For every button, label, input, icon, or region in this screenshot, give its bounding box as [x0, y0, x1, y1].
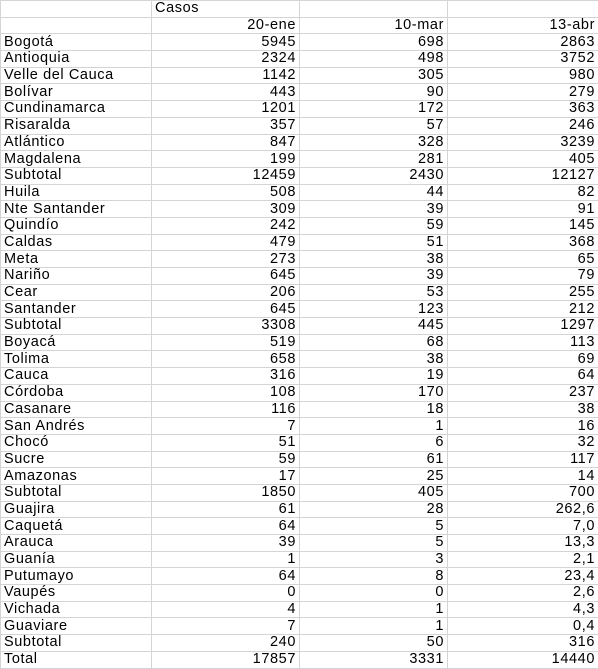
- table-row: [1, 618, 598, 635]
- value-cell[interactable]: 44: [300, 184, 448, 201]
- value-cell[interactable]: 7: [152, 418, 300, 435]
- row-label-cell[interactable]: Antioquia: [1, 51, 152, 68]
- value-cell[interactable]: 14440: [448, 651, 598, 668]
- table-row: [1, 67, 598, 84]
- row-label-cell[interactable]: Nariño: [1, 268, 152, 285]
- value-cell[interactable]: 645: [152, 268, 300, 285]
- value-cell[interactable]: 242: [152, 217, 300, 234]
- row-label-cell[interactable]: Magdalena: [1, 151, 152, 168]
- value-cell[interactable]: 59: [300, 217, 448, 234]
- row-label-cell[interactable]: Vichada: [1, 601, 152, 618]
- value-cell[interactable]: 2,1: [448, 551, 598, 568]
- value-cell[interactable]: 57: [300, 117, 448, 134]
- table-row: [1, 484, 598, 501]
- value-cell[interactable]: 12127: [448, 167, 598, 184]
- value-cell[interactable]: 305: [300, 67, 448, 84]
- empty-header-cell[interactable]: [1, 17, 152, 34]
- table-row: [1, 134, 598, 151]
- value-cell[interactable]: 19: [300, 368, 448, 385]
- row-label-cell[interactable]: Casanare: [1, 401, 152, 418]
- row-label-cell[interactable]: Amazonas: [1, 468, 152, 485]
- row-label-cell[interactable]: Guanía: [1, 551, 152, 568]
- table-row: [1, 501, 598, 518]
- value-cell[interactable]: 13,3: [448, 535, 598, 552]
- value-cell[interactable]: 32: [448, 434, 598, 451]
- value-cell[interactable]: 6: [300, 434, 448, 451]
- value-cell[interactable]: 90: [300, 84, 448, 101]
- row-label-cell[interactable]: Bogotá: [1, 34, 152, 51]
- value-cell[interactable]: 1201: [152, 101, 300, 118]
- value-cell[interactable]: 445: [300, 318, 448, 335]
- table-row: [1, 51, 598, 68]
- table-row: [1, 217, 598, 234]
- value-cell[interactable]: 69: [448, 351, 598, 368]
- row-label-cell[interactable]: Nte Santander: [1, 201, 152, 218]
- value-cell[interactable]: 28: [300, 501, 448, 518]
- value-cell[interactable]: 123: [300, 301, 448, 318]
- value-cell[interactable]: 281: [300, 151, 448, 168]
- value-cell[interactable]: 113: [448, 334, 598, 351]
- row-label-cell[interactable]: Tolima: [1, 351, 152, 368]
- value-cell[interactable]: 1: [300, 418, 448, 435]
- row-label-cell[interactable]: Cauca: [1, 368, 152, 385]
- column-header-cell[interactable]: 20-ene: [152, 17, 300, 34]
- value-cell[interactable]: 5: [300, 535, 448, 552]
- value-cell[interactable]: 3331: [300, 651, 448, 668]
- value-cell[interactable]: 698: [300, 34, 448, 51]
- value-cell[interactable]: 405: [300, 484, 448, 501]
- table-row: [1, 334, 598, 351]
- row-label-cell[interactable]: San Andrés: [1, 418, 152, 435]
- value-cell[interactable]: 23,4: [448, 568, 598, 585]
- value-cell[interactable]: 4: [152, 601, 300, 618]
- value-cell[interactable]: 18: [300, 401, 448, 418]
- table-row: [1, 318, 598, 335]
- value-cell[interactable]: 25: [300, 468, 448, 485]
- value-cell[interactable]: 519: [152, 334, 300, 351]
- value-cell[interactable]: 39: [152, 535, 300, 552]
- table-row: [1, 434, 598, 451]
- row-label-cell[interactable]: Caldas: [1, 234, 152, 251]
- table-row: [1, 234, 598, 251]
- value-cell[interactable]: 64: [152, 518, 300, 535]
- value-cell[interactable]: 1297: [448, 318, 598, 335]
- value-cell[interactable]: 7: [152, 618, 300, 635]
- value-cell[interactable]: 199: [152, 151, 300, 168]
- table-row: [1, 117, 598, 134]
- value-cell[interactable]: 316: [448, 635, 598, 652]
- value-cell[interactable]: 3239: [448, 134, 598, 151]
- header-row-group: [1, 1, 598, 18]
- value-cell[interactable]: 16: [448, 418, 598, 435]
- table-row: [1, 635, 598, 652]
- value-cell[interactable]: 237: [448, 384, 598, 401]
- value-cell[interactable]: 50: [300, 635, 448, 652]
- value-cell[interactable]: 17857: [152, 651, 300, 668]
- value-cell[interactable]: 61: [152, 501, 300, 518]
- value-cell[interactable]: 368: [448, 234, 598, 251]
- value-cell[interactable]: 38: [448, 401, 598, 418]
- value-cell[interactable]: 3308: [152, 318, 300, 335]
- row-label-cell[interactable]: Subtotal: [1, 484, 152, 501]
- value-cell[interactable]: 116: [152, 401, 300, 418]
- value-cell[interactable]: 170: [300, 384, 448, 401]
- empty-header-cell[interactable]: [300, 1, 448, 18]
- row-label-cell[interactable]: Córdoba: [1, 384, 152, 401]
- value-cell[interactable]: 38: [300, 351, 448, 368]
- value-cell[interactable]: 53: [300, 284, 448, 301]
- value-cell[interactable]: 108: [152, 384, 300, 401]
- row-label-cell[interactable]: Boyacá: [1, 334, 152, 351]
- row-label-cell[interactable]: Bolívar: [1, 84, 152, 101]
- row-label-cell[interactable]: Total: [1, 651, 152, 668]
- value-cell[interactable]: 0: [300, 585, 448, 602]
- value-cell[interactable]: 357: [152, 117, 300, 134]
- value-cell[interactable]: 39: [300, 268, 448, 285]
- value-cell[interactable]: 8: [300, 568, 448, 585]
- row-label-cell[interactable]: Santander: [1, 301, 152, 318]
- value-cell[interactable]: 172: [300, 101, 448, 118]
- row-label-cell[interactable]: Meta: [1, 251, 152, 268]
- table-row: [1, 167, 598, 184]
- value-cell[interactable]: 4,3: [448, 601, 598, 618]
- table-row: [1, 518, 598, 535]
- row-label-cell[interactable]: Vaupés: [1, 585, 152, 602]
- value-cell[interactable]: 658: [152, 351, 300, 368]
- row-label-cell[interactable]: Arauca: [1, 535, 152, 552]
- row-label-cell[interactable]: Guajira: [1, 501, 152, 518]
- table-row: [1, 201, 598, 218]
- value-cell[interactable]: 91: [448, 201, 598, 218]
- value-cell[interactable]: 5: [300, 518, 448, 535]
- value-cell[interactable]: 479: [152, 234, 300, 251]
- table-row: [1, 368, 598, 385]
- row-label-cell[interactable]: Quindío: [1, 217, 152, 234]
- value-cell[interactable]: 700: [448, 484, 598, 501]
- column-header-cell[interactable]: 13-abr: [448, 17, 598, 34]
- row-label-cell[interactable]: Huila: [1, 184, 152, 201]
- table-row: [1, 585, 598, 602]
- value-cell[interactable]: 7,0: [448, 518, 598, 535]
- value-cell[interactable]: 212: [448, 301, 598, 318]
- table-row: [1, 351, 598, 368]
- table-row: [1, 551, 598, 568]
- value-cell[interactable]: 273: [152, 251, 300, 268]
- table-row: [1, 268, 598, 285]
- value-cell[interactable]: 3: [300, 551, 448, 568]
- value-cell[interactable]: 51: [300, 234, 448, 251]
- corner-cell[interactable]: [1, 1, 152, 18]
- value-cell[interactable]: 17: [152, 468, 300, 485]
- table-row: [1, 418, 598, 435]
- table-row: [1, 284, 598, 301]
- table-row: [1, 601, 598, 618]
- row-label-cell[interactable]: Subtotal: [1, 318, 152, 335]
- value-cell[interactable]: 508: [152, 184, 300, 201]
- value-cell[interactable]: 309: [152, 201, 300, 218]
- header-row-dates: [1, 17, 598, 34]
- row-label-cell[interactable]: Putumayo: [1, 568, 152, 585]
- value-cell[interactable]: 2430: [300, 167, 448, 184]
- value-cell[interactable]: 2,6: [448, 585, 598, 602]
- table-row: [1, 301, 598, 318]
- value-cell[interactable]: 498: [300, 51, 448, 68]
- value-cell[interactable]: 1: [152, 551, 300, 568]
- row-label-cell[interactable]: Subtotal: [1, 167, 152, 184]
- value-cell[interactable]: 0: [152, 585, 300, 602]
- value-cell[interactable]: 14: [448, 468, 598, 485]
- value-cell[interactable]: 145: [448, 217, 598, 234]
- value-cell[interactable]: 645: [152, 301, 300, 318]
- row-label-cell[interactable]: Subtotal: [1, 635, 152, 652]
- value-cell[interactable]: 59: [152, 451, 300, 468]
- value-cell[interactable]: 61: [300, 451, 448, 468]
- row-label-cell[interactable]: Chocó: [1, 434, 152, 451]
- table-row: [1, 451, 598, 468]
- value-cell[interactable]: 443: [152, 84, 300, 101]
- value-cell[interactable]: 1: [300, 618, 448, 635]
- table-row: [1, 401, 598, 418]
- value-cell[interactable]: 262,6: [448, 501, 598, 518]
- value-cell[interactable]: 38: [300, 251, 448, 268]
- value-cell[interactable]: 206: [152, 284, 300, 301]
- row-label-cell[interactable]: Velle del Cauca: [1, 67, 152, 84]
- value-cell[interactable]: 12459: [152, 167, 300, 184]
- group-header-cell[interactable]: Casos: [152, 1, 300, 18]
- table-row: [1, 251, 598, 268]
- row-label-cell[interactable]: Cundinamarca: [1, 101, 152, 118]
- table-row: [1, 384, 598, 401]
- table-row: [1, 101, 598, 118]
- value-cell[interactable]: 5945: [152, 34, 300, 51]
- row-label-cell[interactable]: Cear: [1, 284, 152, 301]
- value-cell[interactable]: 847: [152, 134, 300, 151]
- value-cell[interactable]: 51: [152, 434, 300, 451]
- table-row: [1, 651, 598, 668]
- value-cell[interactable]: 363: [448, 101, 598, 118]
- value-cell[interactable]: 255: [448, 284, 598, 301]
- value-cell[interactable]: 3752: [448, 51, 598, 68]
- value-cell[interactable]: 1142: [152, 67, 300, 84]
- table-row: [1, 184, 598, 201]
- value-cell[interactable]: 1850: [152, 484, 300, 501]
- value-cell[interactable]: 328: [300, 134, 448, 151]
- value-cell[interactable]: 65: [448, 251, 598, 268]
- value-cell[interactable]: 64: [152, 568, 300, 585]
- value-cell[interactable]: 240: [152, 635, 300, 652]
- empty-header-cell[interactable]: [448, 1, 598, 18]
- value-cell[interactable]: 2863: [448, 34, 598, 51]
- value-cell[interactable]: 0,4: [448, 618, 598, 635]
- row-label-cell[interactable]: Sucre: [1, 451, 152, 468]
- value-cell[interactable]: 39: [300, 201, 448, 218]
- value-cell[interactable]: 279: [448, 84, 598, 101]
- row-label-cell[interactable]: Guaviare: [1, 618, 152, 635]
- table-row: [1, 568, 598, 585]
- row-label-cell[interactable]: Risaralda: [1, 117, 152, 134]
- value-cell[interactable]: 2324: [152, 51, 300, 68]
- table-row: [1, 84, 598, 101]
- value-cell[interactable]: 246: [448, 117, 598, 134]
- value-cell[interactable]: 79: [448, 268, 598, 285]
- value-cell[interactable]: 82: [448, 184, 598, 201]
- value-cell[interactable]: 316: [152, 368, 300, 385]
- value-cell[interactable]: 1: [300, 601, 448, 618]
- table-row: [1, 468, 598, 485]
- column-header-cell[interactable]: 10-mar: [300, 17, 448, 34]
- value-cell[interactable]: 64: [448, 368, 598, 385]
- table-row: [1, 151, 598, 168]
- value-cell[interactable]: 117: [448, 451, 598, 468]
- table-row: [1, 535, 598, 552]
- value-cell[interactable]: 980: [448, 67, 598, 84]
- row-label-cell[interactable]: Atlántico: [1, 134, 152, 151]
- row-label-cell[interactable]: Caquetá: [1, 518, 152, 535]
- value-cell[interactable]: 68: [300, 334, 448, 351]
- value-cell[interactable]: 405: [448, 151, 598, 168]
- table-row: [1, 34, 598, 51]
